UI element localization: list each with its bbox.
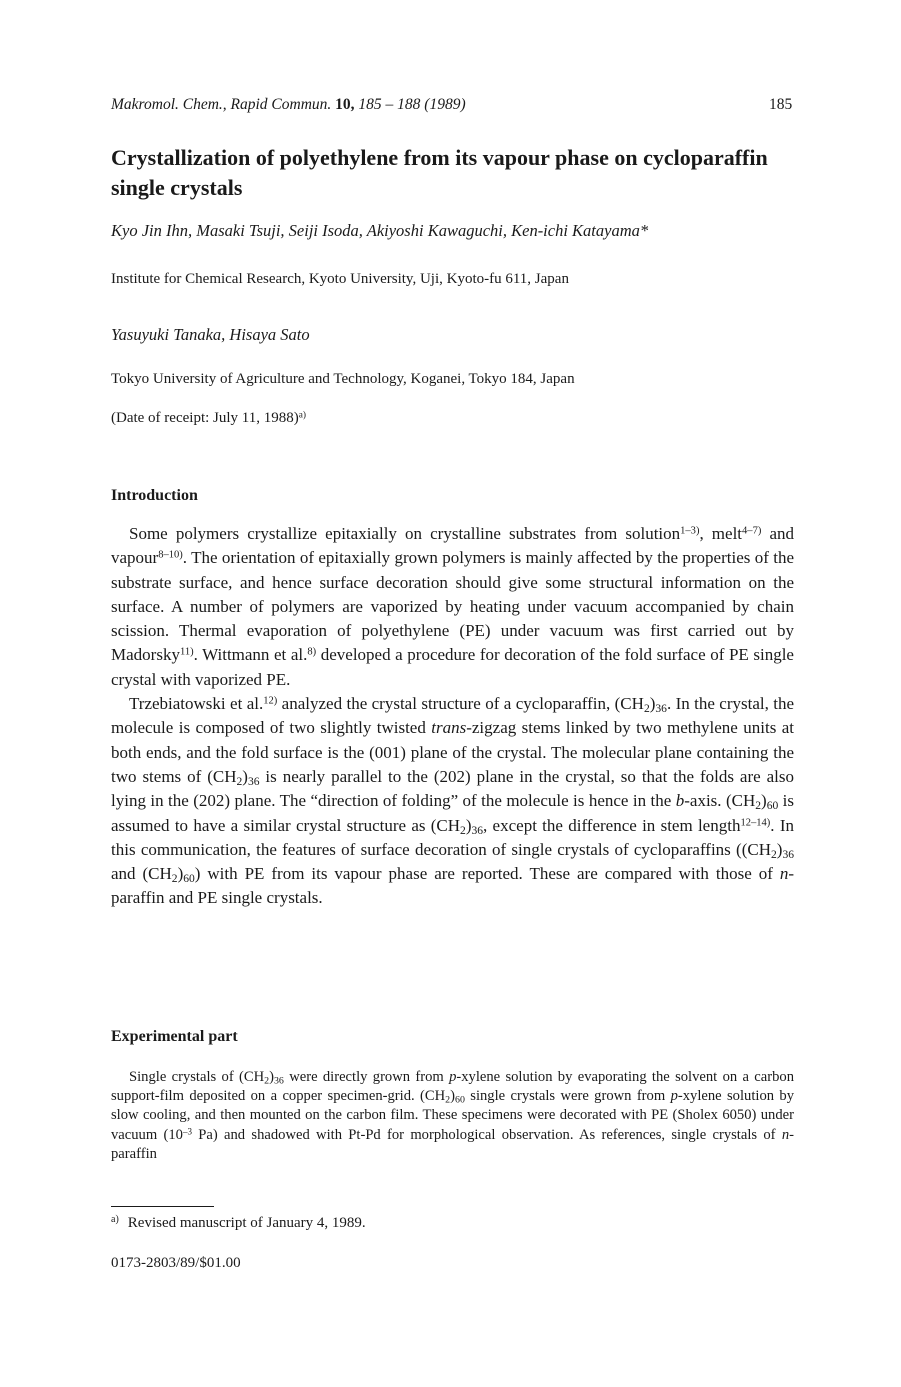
text-run: . In the crystal, the molecule is composed of two slightly twisted xyxy=(111,694,795,738)
journal-volume: 10, xyxy=(335,96,355,113)
introduction-body xyxy=(111,522,794,911)
experimental-body xyxy=(111,1068,794,1164)
subscript: 36 xyxy=(273,1075,284,1087)
subscript: 2 xyxy=(445,1094,451,1106)
page-number: 185 xyxy=(769,96,793,113)
reference-mark: 12–14) xyxy=(740,817,771,829)
text-run: . In this communication, the features of surface decoration of single crystals of cycloparaffins ((CH xyxy=(111,815,794,859)
introduction-paragraph-2 xyxy=(111,692,794,911)
text-run: , melt xyxy=(699,524,743,543)
subscript: 36 xyxy=(782,847,794,861)
text-run: and vapour xyxy=(111,524,794,568)
text-run: -axis. (CH xyxy=(684,791,756,811)
introduction-paragraph-1 xyxy=(111,522,794,692)
journal-pages: 185 – 188 (1989) xyxy=(358,96,466,113)
text-run: Single crystals of (CH xyxy=(129,1069,265,1085)
affiliation-2: Tokyo University of Agriculture and Technology, Koganei, Tokyo 184, Japan xyxy=(111,371,575,387)
text-run: is nearly parallel to the (202) plane in the crystal, so that the folds are also lying in the (202) plane. The “direction of folding” of the molecule is hence in the xyxy=(111,766,794,811)
italic-term: p xyxy=(670,1088,678,1105)
italic-term: trans xyxy=(431,718,467,738)
text-run: Pa) and shadowed with Pt-Pd for morphological observation. As references, single crystals of xyxy=(192,1126,782,1143)
italic-term: n xyxy=(781,1126,790,1143)
italic-term: n xyxy=(779,864,789,884)
footnote-mark: a) xyxy=(111,1214,119,1225)
reference-mark: 12) xyxy=(263,695,278,707)
section-heading-introduction: Introduction xyxy=(111,487,198,504)
text-run: ) with PE from its vapour phase are reported. These are compared with those of xyxy=(194,864,780,884)
text-run: Trzebiatowski et al. xyxy=(129,694,264,714)
reference-mark: 1–3) xyxy=(680,525,700,537)
receipt-date xyxy=(111,410,306,427)
subscript: 2 xyxy=(236,774,243,788)
text-run: , except the difference in stem length xyxy=(483,815,741,835)
subscript: 60 xyxy=(454,1094,465,1106)
text-run: is assumed to have a similar crystal structure as (CH xyxy=(111,791,794,835)
text-run: . The orientation of epitaxially grown polymers is mainly affected by the properties of the substrate surface, and hence surface decoration should give some structural information on the surface. A number of polymers are vaporized by heating under vacuum accompanied by chain scission. Thermal evaporation of polyethylene (PE) under vacuum was first carried out by Madorsky xyxy=(111,548,794,665)
section-heading-experimental: Experimental part xyxy=(111,1028,238,1045)
subscript: 36 xyxy=(247,774,260,788)
reference-mark: 11) xyxy=(179,647,194,659)
text-run: ) xyxy=(177,864,184,884)
text-run: ) xyxy=(450,1088,455,1105)
authors-group-2: Yasuyuki Tanaka, Hisaya Sato xyxy=(111,325,310,344)
footnote-text: Revised manuscript of January 4, 1989. xyxy=(127,1215,366,1231)
footnote xyxy=(111,1214,366,1232)
reference-mark: 4–7) xyxy=(742,525,762,537)
receipt-text: (Date of receipt: July 11, 1988) xyxy=(111,410,299,426)
running-header xyxy=(111,96,466,114)
subscript: 2 xyxy=(755,799,762,813)
text-run: ) xyxy=(465,815,472,835)
subscript: 2 xyxy=(171,872,178,886)
text-run: were directly grown from xyxy=(283,1069,450,1085)
subscript: 36 xyxy=(655,701,667,715)
subscript: 60 xyxy=(766,799,779,813)
reference-mark: 8–10) xyxy=(158,550,183,562)
text-run: -xylene solution by slow cooling, and then mounted on the carbon film. These specimens were decorated with PE (Sholex 6050) under vacuum (10 xyxy=(111,1088,795,1143)
subscript: 2 xyxy=(643,701,650,715)
text-run: single crystals were grown from xyxy=(464,1088,671,1105)
superscript: –3 xyxy=(182,1126,192,1137)
text-run: developed a procedure for decoration of the fold surface of PE single crystal with vaporized PE. xyxy=(111,645,794,689)
article-title: Crystallization of polyethylene from its vapour phase on cycloparaffin single crystals xyxy=(111,145,768,200)
italic-term: p xyxy=(449,1069,457,1085)
footnote-rule xyxy=(111,1206,214,1207)
affiliation-1: Institute for Chemical Research, Kyoto University, Uji, Kyoto-fu 611, Japan xyxy=(111,271,569,287)
authors-group-1: Kyo Jin Ihn, Masaki Tsuji, Seiji Isoda, Akiyoshi Kawaguchi, Ken-ichi Katayama* xyxy=(111,221,649,240)
subscript: 2 xyxy=(771,847,777,861)
reference-mark: 8) xyxy=(307,647,317,659)
text-run: -zigzag stems linked by two methylene units at both ends, and the fold surface is the (001) plane of the crystal. The molecular plane containing the two stems of (CH xyxy=(111,718,794,786)
subscript: 60 xyxy=(183,872,195,886)
text-run: Some polymers crystallize epitaxially on crystalline substrates from solution xyxy=(129,524,681,543)
text-run: . Wittmann et al. xyxy=(193,645,308,665)
experimental-paragraph-1 xyxy=(111,1068,794,1164)
text-run: and (CH xyxy=(111,864,172,884)
article-code: 0173-2803/89/$01.00 xyxy=(111,1255,241,1271)
text-run: -paraffin and PE single crystals. xyxy=(111,864,794,908)
text-run: ) xyxy=(649,694,656,714)
receipt-footnote-mark: a) xyxy=(298,410,306,421)
subscript: 2 xyxy=(460,823,466,837)
subscript: 2 xyxy=(264,1075,270,1087)
text-run: ) xyxy=(242,766,248,786)
text-run: ) xyxy=(269,1069,274,1085)
italic-term: b xyxy=(675,791,685,811)
text-run: -paraffin xyxy=(111,1126,794,1162)
text-run: ) xyxy=(776,839,783,859)
text-run: ) xyxy=(761,791,767,811)
journal-name: Makromol. Chem., Rapid Commun. xyxy=(111,96,332,113)
subscript: 36 xyxy=(471,823,484,837)
text-run: analyzed the crystal structure of a cycloparaffin, (CH xyxy=(277,694,644,714)
text-run: -xylene solution by evaporating the solvent on a carbon support-film deposited on a copper specimen-grid. (CH xyxy=(111,1069,794,1105)
